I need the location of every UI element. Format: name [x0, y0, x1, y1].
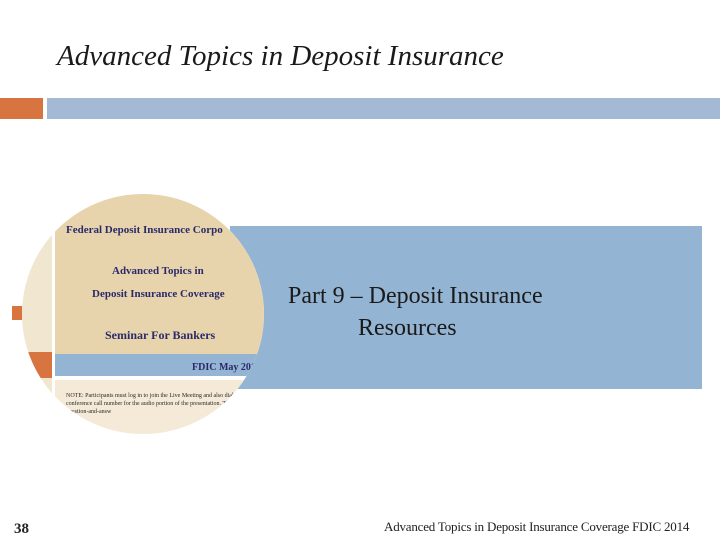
- header-accent-orange: [0, 98, 43, 119]
- thumbnail-topic-line2: Deposit Insurance Coverage: [92, 288, 225, 300]
- section-title-line1: Part 9 – Deposit Insurance: [288, 283, 543, 309]
- thumbnail-org-name: Federal Deposit Insurance Corpo: [66, 224, 223, 236]
- thumbnail-topic-line1: Advanced Topics in: [112, 265, 204, 277]
- thumbnail-seminar: Seminar For Bankers: [105, 328, 216, 342]
- thumbnail-divider: [55, 377, 264, 379]
- thumbnail-date: FDIC May 2014: [192, 362, 261, 373]
- title-slide-thumbnail: [22, 194, 264, 434]
- thumbnail-note: NOTE: Participants must log in to join the Live Meeting and also dial into a conference call number for the audio portion of the presentation. This includes the question-and-answ: [66, 393, 264, 415]
- header-accent-blue: [47, 98, 720, 119]
- footer-text: Advanced Topics in Deposit Insurance Coverage FDIC 2014: [384, 519, 690, 534]
- slide-title: Advanced Topics in Deposit Insurance: [57, 40, 504, 72]
- thumbnail-left-strip: [22, 194, 52, 434]
- section-title: [288, 280, 688, 344]
- thumbnail-orange-block: [22, 352, 52, 378]
- page-number: 38: [14, 521, 29, 537]
- section-title-line2: Resources: [358, 315, 457, 341]
